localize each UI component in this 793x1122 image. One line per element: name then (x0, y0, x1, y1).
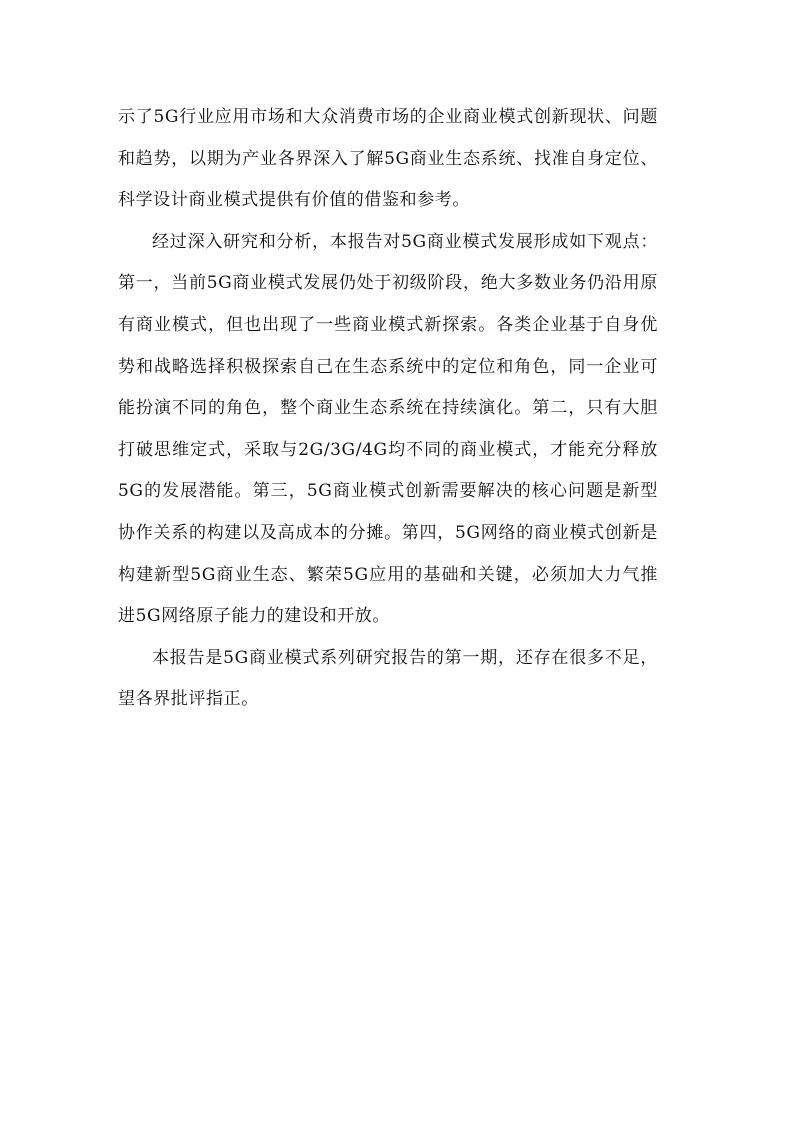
document-body (118, 97, 658, 721)
paragraph-key-findings: 经过深入研究和分析，本报告对5G商业模式发展形成如下观点：第一，当前5G商业模式发展仍处于初级阶段，绝大多数业务仍沿用原有商业模式，但也出现了一些商业模式新探索。各类企业基于自身优势和战略选择积极探索自己在生态系统中的定位和角色，同一企业可能扮演不同的角色，整个商业生态系统在持续演化。第二，只有大胆打破思维定式，采取与2G/3G/4G均不同的商业模式，才能充分释放5G的发展潜能。第三，5G商业模式创新需要解决的核心问题是新型协作关系的构建以及高成本的分摊。第四，5G网络的商业模式创新是构建新型5G商业生态、繁荣5G应用的基础和关键，必须加大力气推进5G网络原子能力的建设和开放。 (118, 231, 658, 627)
paragraph-continuation: 示了5G行业应用市场和大众消费市场的企业商业模式创新现状、问题和趋势，以期为产业各界深入了解5G商业生态系统、找准自身定位、科学设计商业模式提供有价值的借鉴和参考。 (118, 107, 658, 211)
paragraph-closing-note: 本报告是5G商业模式系列研究报告的第一期，还存在很多不足，望各界批评指正。 (118, 647, 658, 710)
